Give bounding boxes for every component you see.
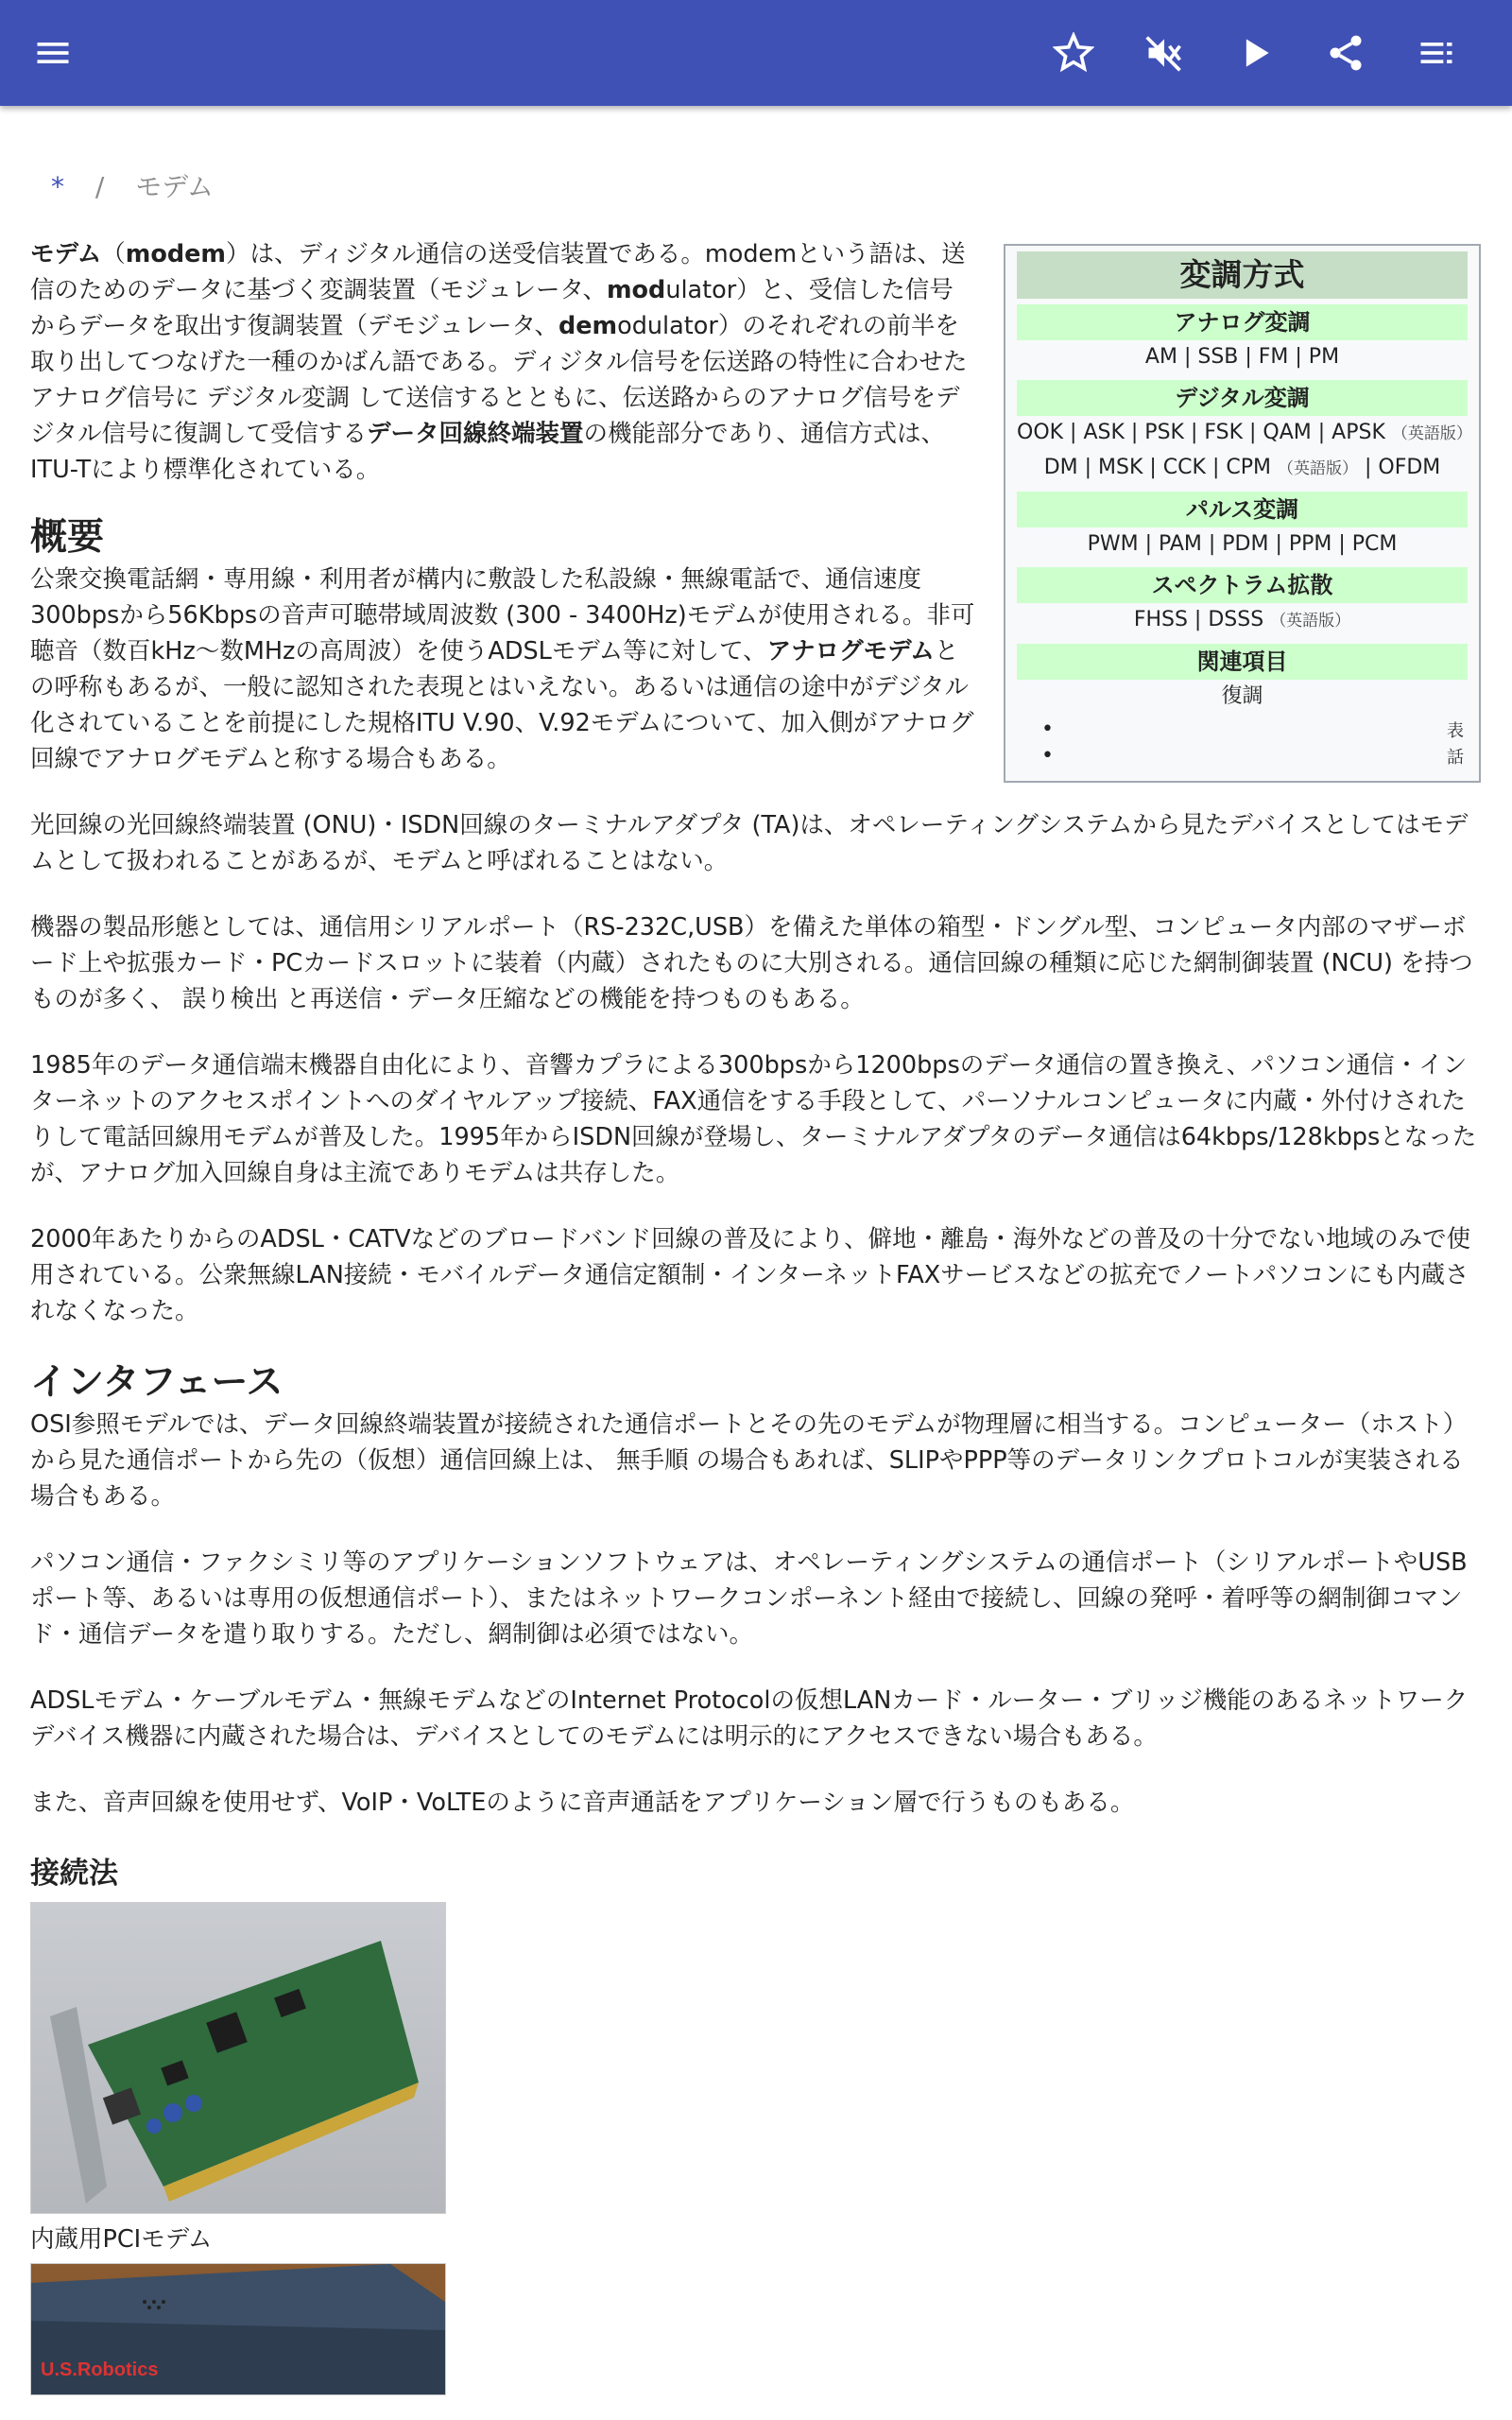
infobox-note: （英語版） (1277, 459, 1358, 478)
menu-icon[interactable] (21, 21, 85, 85)
navbox-view-link[interactable]: 表 (1447, 721, 1464, 741)
infobox-note: （英語版） (1270, 612, 1351, 631)
image-caption: 内蔵用PCIモデム (30, 2225, 213, 2254)
bullet: • (1041, 717, 1054, 741)
external-modem-image[interactable] (30, 2263, 446, 2395)
infobox-related-row[interactable]: 復調 (1221, 684, 1263, 708)
overview-paragraph-2: 光回線の光回線終端装置 (ONU)・ISDN回線のターミナルアダプタ (TA)は、オペレーティングシステムから見たデバイスとしてはモデムとして扱われることがあるが、モデムと呼ばれることはない。 (30, 811, 1469, 875)
infobox-analog-heading[interactable]: アナログ変調 (1017, 304, 1468, 340)
infobox-spread-heading[interactable]: スペクトラム拡散 (1017, 567, 1468, 603)
modem-logo-text: U.S.Robotics (41, 2360, 159, 2380)
infobox-spread-row-text[interactable]: FHSS | DSSS (1133, 608, 1264, 631)
overview-text: 公衆交換電話網・専用線・利用者が構内に敷設した私設線・無線電話で、通信速度300bpsから56Kbpsの音声可聴帯域周波数 (300 - 3400Hz)モデムが使用される。非可聴音（数百kHz〜数MHzの高周波）を使うADSLモデム等に対して、 (30, 565, 975, 666)
navbox-talk-link[interactable]: 話 (1447, 748, 1464, 768)
infobox-digital-row-2-ofdm[interactable]: | OFDM (1364, 456, 1441, 479)
intro-text: ulator）と、受信した信号からデータを取出す復調装置（デモジュレータ、 (30, 276, 954, 340)
intro-term-en: modem (125, 240, 226, 268)
intro-text: ）は、ディジタル通信の送受信装置である。modemという語は、送信のためのデータに基づく変調装置（モジュレータ、 (30, 240, 966, 304)
interface-paragraph-1: OSI参照モデルでは、データ回線終端装置が接続された通信ポートとその先のモデムが物理層に相当する。コンピューター（ホスト）から見た通信ポートから先の（仮想）通信回線上は、 無手順 の場合もあれば、SLIPやPPP等のデータリンクプロトコルが実装される場合もある。 (30, 1410, 1468, 1511)
play-icon[interactable] (1223, 21, 1287, 85)
share-icon[interactable] (1314, 21, 1378, 85)
app-bar (0, 0, 1512, 106)
infobox-digital-row-1-text[interactable]: OOK | ASK | PSK | FSK | QAM | APSK (1017, 421, 1385, 444)
overview-paragraph-1 (30, 562, 975, 777)
infobox-analog-row[interactable]: AM | SSB | FM | PM (1144, 345, 1340, 369)
intro-text: （ (101, 240, 126, 268)
interface-paragraph-2: パソコン通信・ファクシミリ等のアプリケーションソフトウェアは、オペレーティングシステムの通信ポート（シリアルポートやUSBポート等、あるいは専用の仮想通信ポート）、またはネットワークコンポーネント経由で接続し、回線の発呼・着呼等の網制御コマンド・通信データを遣り取りする。ただし、網制御は必須ではない。 (30, 1548, 1468, 1649)
infobox-title: 変調方式 (1017, 251, 1468, 299)
breadcrumb-root[interactable]: * (51, 171, 64, 202)
intro-paragraph (30, 236, 975, 488)
interface-paragraph-3: ADSLモデム・ケーブルモデム・無線モデムなどのInternet Protocolの仮想LANカード・ルーター・ブリッジ機能のあるネットワークデバイス機器に内蔵された場合は、デバイスとしてのモデムには明示的にアクセスできない場合もある。 (30, 1686, 1469, 1751)
section-heading-connection: 接続法 (30, 1857, 118, 1891)
infobox-pulse-heading[interactable]: パルス変調 (1017, 492, 1468, 527)
intro-text: の機能部分であり、通信方式は、ITU-Tにより標準化されている。 (30, 420, 946, 484)
intro-bold-dce: データ回線終端装置 (366, 420, 584, 448)
intro-bold-dem: dem (558, 312, 618, 340)
interface-paragraph-4: また、音声回線を使用せず、VoIP・VoLTEのように音声通話をアプリケーション層で行うものもある。 (30, 1789, 1135, 1817)
intro-term: モデム (30, 240, 102, 268)
breadcrumb-separator: / (94, 171, 105, 202)
infobox-digital-heading[interactable]: デジタル変調 (1017, 380, 1468, 416)
overview-paragraph-4: 1985年のデータ通信端末機器自由化により、音響カプラによる300bpsから1200bpsのデータ通信の置き換え、パソコン通信・インターネットのアクセスポイントへのダイヤルアップ接続、FAX通信をする手段として、パーソナルコンピュータに内蔵・外付けされたりして電話回線用モデムが普及した。1995年からISDN回線が登場し、ターミナルアダプタのデータ通信は64kbps/128kbpsとなったが、アナログ加入回線自身は主流でありモデムは共存した。 (30, 1051, 1477, 1187)
infobox-pulse-row[interactable]: PWM | PAM | PDM | PPM | PCM (1087, 532, 1398, 556)
pci-modem-image[interactable] (30, 1902, 446, 2214)
infobox-note: （英語版） (1391, 424, 1472, 443)
star-icon[interactable] (1041, 21, 1106, 85)
overview-text: との呼称もあるが、一般に認知された表現とはいえない。あるいは通信の途中がデジタル化されていることを前提にした規格ITU V.90、V.92モデムについて、加入側がアナログ回線でアナログモデムと称する場合もある。 (30, 637, 974, 773)
infobox-digital-row-2-text[interactable]: DM | MSK | CCK | CPM (1043, 456, 1271, 479)
overview-paragraph-5: 2000年あたりからのADSL・CATVなどのブロードバンド回線の普及により、僻地・離島・海外などの普及の十分でない地域のみで使用されている。公衆無線LAN接続・モバイルデータ通信定額制・インターネットFAXサービスなどの拡充でノートパソコンにも内蔵されなくなった。 (30, 1225, 1471, 1325)
breadcrumb (51, 166, 214, 204)
list-icon[interactable] (1404, 21, 1469, 85)
bullet: • (1041, 744, 1054, 768)
infobox-related-heading: 関連項目 (1017, 644, 1468, 680)
overview-bold-analog-modem: アナログモデム (766, 637, 935, 666)
intro-bold-mod: mod (606, 276, 666, 304)
breadcrumb-current: モデム (135, 171, 214, 202)
section-heading-interface: インタフェース (30, 1361, 284, 1404)
mute-icon[interactable] (1132, 21, 1196, 85)
section-heading-overview: 概要 (30, 516, 105, 559)
overview-paragraph-3: 機器の製品形態としては、通信用シリアルポート（RS-232C,USB）を備えた単体の箱型・ドングル型、コンピュータ内部のマザーボード上や拡張カード・PCカードスロットに装着（内蔵）されたものに大別される。通信回線の種類に応じた網制御装置 (NCU) を持つものが多く、 誤り検出 と再送信・データ圧縮などの機能を持つものもある。 (30, 913, 1473, 1013)
intro-text: odulator）のそれぞれの前半を取り出してつなげた一種のかばん語である。ディジタル信号を伝送路の特性に合わせたアナログ信号に デジタル変調 して送信するとともに、伝送路からのアナログ信号をデジタル信号に復調して受信する (30, 312, 968, 448)
article-content (30, 236, 1486, 2395)
